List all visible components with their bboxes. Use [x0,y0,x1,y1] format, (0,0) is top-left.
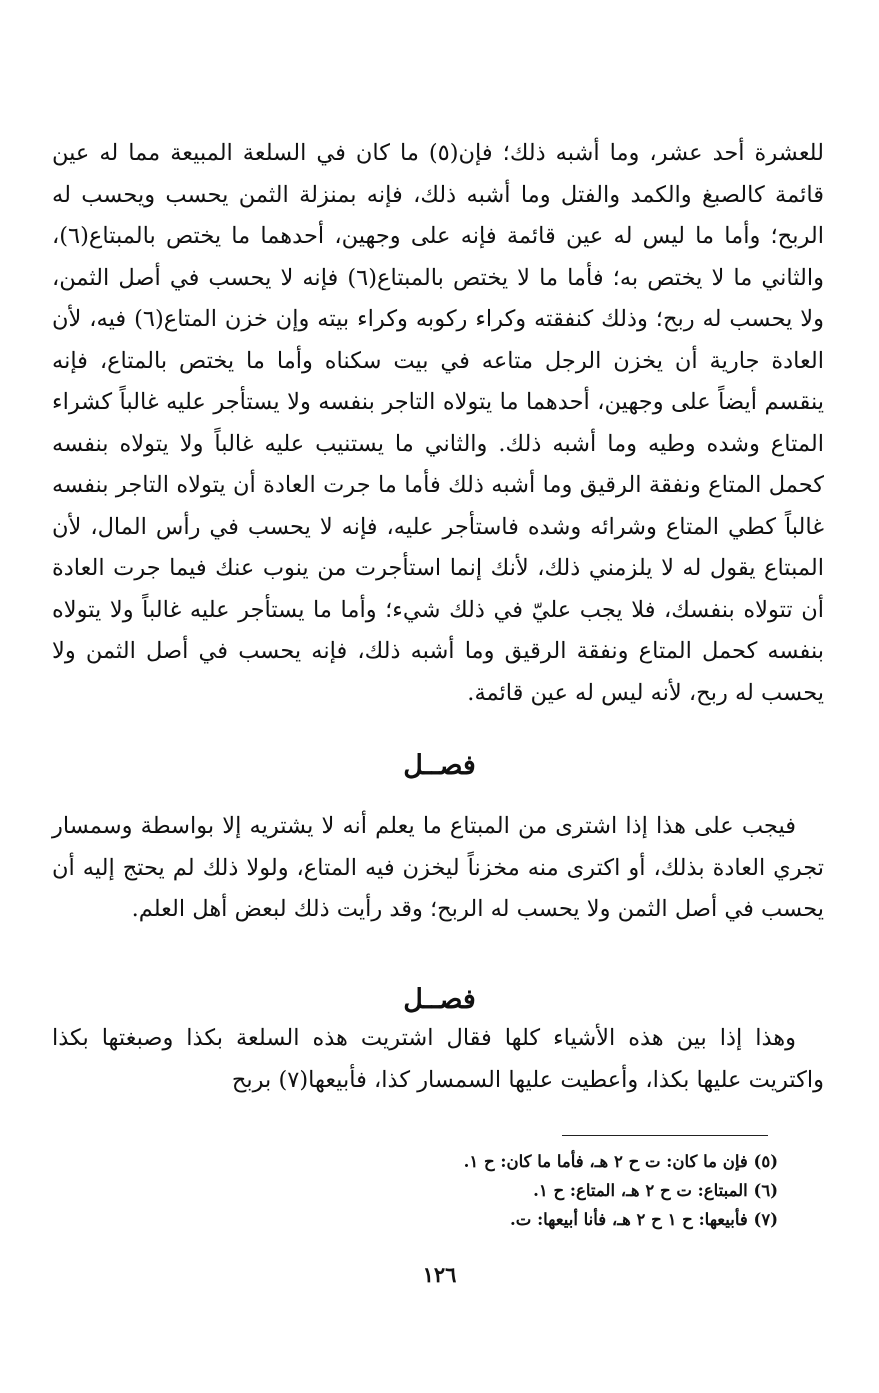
footnote-7: (٧) فأبيعها: ح ١ ح ٢ هـ، فأنا أبيعها: ت. [510,1210,778,1229]
footnotes [52,1147,778,1234]
paragraph-1 [52,133,824,714]
page-number: ١٢٦ [422,1262,457,1287]
footnote-6: (٦) المبتاع: ت ح ٢ هـ، المتاع: ح ١. [533,1181,778,1200]
paragraph-2-text: فيجب على هذا إذا اشترى من المبتاع ما يعلم أنه لا يشتريه إلا بواسطة وسمسار تجري العادة بذلك، أو اكترى منه مخزناً ليخزن فيه المتاع، ولولا ذلك لم يحتج إليه أن يحسب في أصل الثمن ولا يحسب له الربح؛ وقد رأيت ذلك لبعض أهل العلم. [52,813,824,922]
section-heading-1: فصــل [403,750,476,781]
paragraph-2 [52,806,824,931]
footnote-divider [562,1135,768,1136]
footnote-5: (٥) فإن ما كان: ت ح ٢ هـ، فأما ما كان: ح ١. [463,1152,778,1171]
paragraph-3 [52,1018,824,1101]
paragraph-1-text: للعشرة أحد عشر، وما أشبه ذلك؛ فإن(٥) ما كان في السلعة المبيعة مما له عين قائمة كالصبغ والكمد والفتل وما أشبه ذلك، فإنه بمنزلة الثمن يحسب ويحسب له الربح؛ وأما ما ليس له عين قائمة فإنه على وجهين، أحدهما ما يختص بالمبتاع(٦)، والثاني ما لا يختص به؛ فأما ما لا يختص بالمبتاع(٦) فإنه لا يحسب في أصل الثمن، ولا يحسب له ربح؛ وذلك كنفقته وكراء ركوبه وكراء بيته وإن خزن المتاع(٦) فيه، لأن العادة جارية أن يخزن الرجل متاعه في بيت سكناه وأما ما يختص بالمتاع، فإنه ينقسم أيضاً على وجهين، أحدهما ما يتولاه التاجر بنفسه ولا يستأجر عليه غالباً كشراء المتاع وشده وطيه وما أشبه ذلك. والثاني ما يستنيب عليه غالباً ولا يتولاه بنفسه كحمل المتاع ونفقة الرقيق وما أشبه ذلك فأما ما جرت العادة أن يتولاه التاجر بنفسه غالباً كطي المتاع وشرائه وشده فاستأجر عليه، فإنه لا يحسب في رأس المال، لأن المبتاع يقول له لا يلزمني ذلك، لأنك إنما استأجرت من ينوب عنك فيما جرت العادة أن تتولاه بنفسك، فلا يجب عليّ في ذلك شيء؛ وأما ما يستأجر عليه غالباً ولا يتولاه بنفسه كحمل المتاع ونفقة الرقيق وما أشبه ذلك، فإنه يحسب في أصل الثمن ولا يحسب له ربح، لأنه ليس له عين قائمة. [52,140,825,706]
paragraph-3-text: وهذا إذا بين هذه الأشياء كلها فقال اشتريت هذه السلعة بكذا وصبغتها بكذا واكتريت عليها بكذا، وأعطيت عليها السمسار كذا، فأبيعها(٧) بربح [52,1025,824,1093]
section-heading-2: فصــل [403,984,476,1015]
